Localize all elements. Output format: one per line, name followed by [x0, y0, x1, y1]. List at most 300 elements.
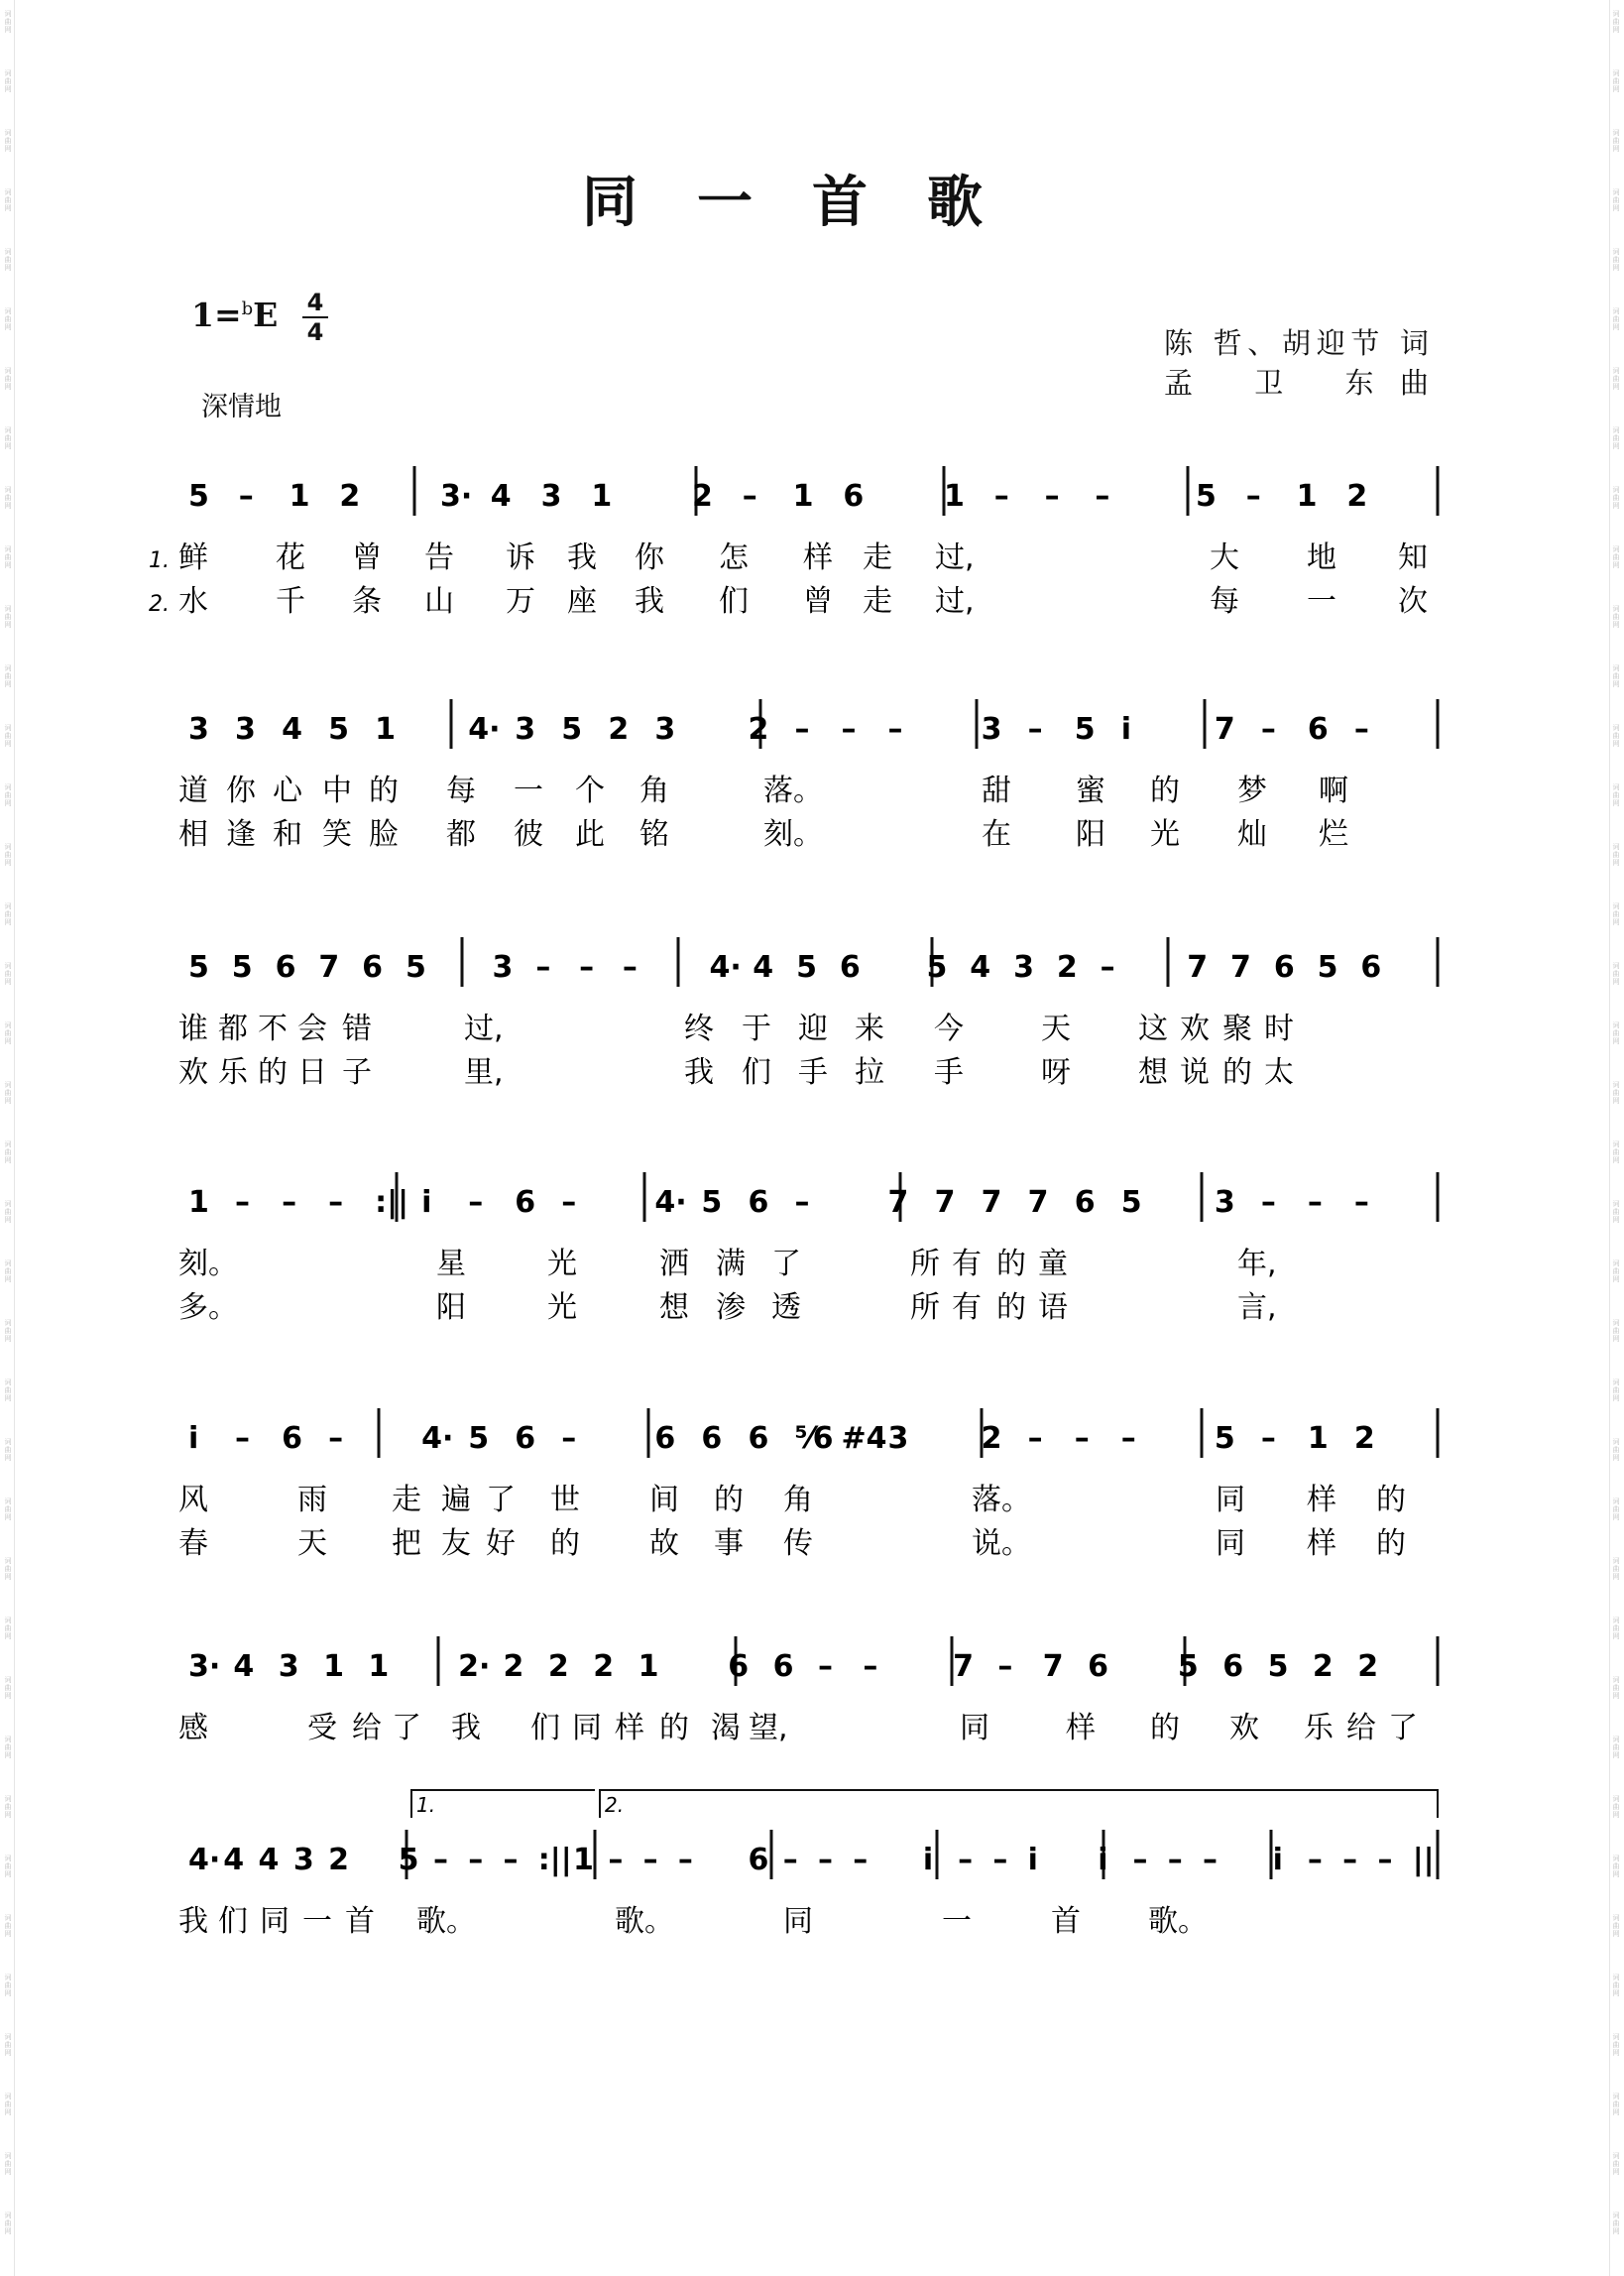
- lyric-verse2: 语: [1038, 1290, 1068, 1325]
- lyric-verse1: 世: [550, 1483, 580, 1517]
- watermark-text: 词 曲 网: [1612, 2212, 1620, 2235]
- lyric-verse1: 谁: [178, 1012, 208, 1046]
- lyric-verse1: 角: [783, 1483, 813, 1517]
- lyric-verse1: 你: [635, 540, 664, 575]
- note-token: 5: [561, 712, 583, 747]
- lyric-verse1: 个: [575, 774, 605, 808]
- note-token: 1: [792, 479, 814, 514]
- lyric-verse2: 每: [1210, 584, 1239, 619]
- note-token: 5: [468, 1421, 490, 1456]
- lyric-verse2: 春: [178, 1526, 208, 1561]
- note-token: 7: [1042, 1649, 1064, 1684]
- note-token: –: [468, 1185, 484, 1220]
- note-token: –: [1260, 712, 1276, 747]
- lyric-verse1: 了: [1388, 1711, 1418, 1745]
- note-token: 6: [1222, 1649, 1244, 1684]
- volta-2-label: 2.: [605, 1793, 625, 1817]
- watermark-text: 词 曲 网: [4, 1319, 12, 1343]
- lyric-verse2: 相: [178, 817, 208, 852]
- lyric-verse1: 感: [178, 1711, 208, 1745]
- meter-bottom: 4: [306, 318, 324, 346]
- note-token: –: [642, 1843, 658, 1877]
- note-token: 6: [282, 1421, 302, 1456]
- lyric-verse2: 透: [771, 1290, 801, 1325]
- watermark-text: 词 曲 网: [1612, 2033, 1620, 2057]
- note-token: 6: [701, 1421, 723, 1456]
- lyric-verse1: 所: [910, 1247, 940, 1281]
- note-token: 2: [1346, 479, 1368, 514]
- lyric-verse2: 渗: [716, 1290, 746, 1325]
- note-token: –: [1260, 1421, 1276, 1456]
- note-token: 3: [515, 712, 536, 747]
- note-token: i: [188, 1421, 199, 1456]
- lyric-verse1: 走: [863, 540, 892, 575]
- lyric-verse1: 们: [530, 1711, 560, 1745]
- note-token: 7: [981, 1185, 1002, 1220]
- watermark-text: 词 曲 网: [1612, 1438, 1620, 1462]
- lyric-verse1: 一: [514, 774, 543, 808]
- lyric-verse1: 星: [436, 1247, 466, 1281]
- watermark-text: 词 曲 网: [4, 1557, 12, 1581]
- note-token: –: [818, 1649, 833, 1684]
- watermark-text: 词 曲 网: [1612, 1617, 1620, 1640]
- tempo-marking: 深情地: [201, 392, 282, 422]
- lyric-verse1: 风: [178, 1483, 208, 1517]
- watermark-text: 词 曲 网: [4, 843, 12, 867]
- note-token: 1: [1307, 1421, 1329, 1456]
- note-token: 3: [492, 950, 514, 985]
- watermark-text: 词 曲 网: [4, 664, 12, 688]
- note-token: 6: [515, 1185, 536, 1220]
- lyric-verse1: 花: [276, 540, 305, 575]
- note-token: 1: [1296, 479, 1318, 514]
- lyric-verse1: 了: [486, 1483, 516, 1517]
- watermark-text: 词 曲 网: [1612, 1200, 1620, 1224]
- lyric-verse2: 样: [1307, 1526, 1336, 1561]
- lyric-verse2: 铭: [639, 817, 669, 852]
- note-token: –: [1044, 479, 1060, 514]
- lyric-verse1: 错: [342, 1012, 372, 1046]
- note-token: –: [1120, 1421, 1136, 1456]
- watermark-text: 词 曲 网: [1612, 367, 1620, 391]
- lyric-verse2: 光: [1150, 817, 1180, 852]
- watermark-text: 词 曲 网: [4, 1497, 12, 1521]
- lyric-verse1: 甜: [982, 774, 1011, 808]
- note-token: 2: [547, 1649, 569, 1684]
- watermark-text: 词 曲 网: [1612, 1914, 1620, 1938]
- lyric-verse2: 故: [649, 1526, 679, 1561]
- note-token: –: [818, 1843, 833, 1877]
- lyric-verse1: 的: [1150, 1711, 1180, 1745]
- note-token: 5: [796, 950, 817, 985]
- note-token: –: [958, 1843, 974, 1877]
- note-token: –: [579, 950, 595, 985]
- watermark-text: 词 曲 网: [4, 1795, 12, 1819]
- lyric-verse2: 在: [982, 817, 1011, 852]
- watermark-text: 词 曲 网: [4, 724, 12, 748]
- lyric-verse2: 们: [719, 584, 749, 619]
- note-token: –: [535, 950, 551, 985]
- lyric-verse1: 样: [1307, 1483, 1336, 1517]
- watermark-text: 词 曲 网: [4, 129, 12, 153]
- note-token: i: [421, 1185, 432, 1220]
- lyric-verse2: 手: [798, 1055, 828, 1090]
- note-token: –: [742, 479, 757, 514]
- lyric-verse2: 把: [392, 1526, 421, 1561]
- note-token: –: [1353, 712, 1369, 747]
- note-token: –: [841, 712, 857, 747]
- lyric-verse2: 手: [934, 1055, 964, 1090]
- note-token: 3: [292, 1843, 314, 1877]
- lyric-verse1: 过,: [464, 1012, 504, 1046]
- lyric-verse1: 渴: [711, 1711, 741, 1745]
- note-token: –: [993, 479, 1009, 514]
- lyric-verse1: 样: [803, 540, 833, 575]
- lyric-verse1: 刻。: [178, 1247, 238, 1281]
- lyric-verse1: 一: [942, 1904, 972, 1939]
- volta-bracket-2: [600, 1790, 1438, 1818]
- note-token: –: [1027, 712, 1043, 747]
- watermark-text: 词 曲 网: [4, 605, 12, 629]
- watermark-text: 词 曲 网: [4, 248, 12, 272]
- note-token: 6: [748, 1185, 769, 1220]
- lyric-verse1: 的: [1150, 774, 1180, 808]
- watermark-text: 词 曲 网: [1612, 1259, 1620, 1283]
- watermark-text: 词 曲 网: [1612, 664, 1620, 688]
- lyric-verse1: 满: [716, 1247, 746, 1281]
- watermark-text: 词 曲 网: [1612, 188, 1620, 212]
- watermark-text: 词 曲 网: [4, 10, 12, 34]
- lyric-verse1: 落。: [972, 1483, 1031, 1517]
- lyric-verse2: 烂: [1319, 817, 1348, 852]
- note-token: 1: [289, 479, 310, 514]
- lyric-verse1: 梦: [1237, 774, 1267, 808]
- note-token: 7: [1230, 950, 1251, 985]
- lyric-verse1: 的: [659, 1711, 689, 1745]
- lyric-verse1: 歌。: [416, 1904, 476, 1939]
- note-token: –: [853, 1843, 869, 1877]
- watermark-text: 词 曲 网: [4, 2093, 12, 2116]
- note-token: –: [782, 1843, 798, 1877]
- note-token: 5: [1074, 712, 1096, 747]
- lyric-verse1: 我: [451, 1711, 481, 1745]
- lyric-verse2: 所: [910, 1290, 940, 1325]
- lyric-verse2: 水: [178, 584, 208, 619]
- lyric-verse1: 走: [392, 1483, 421, 1517]
- note-token: 6: [839, 950, 861, 985]
- note-token: 3: [235, 712, 256, 747]
- watermark-text: 词 曲 网: [4, 307, 12, 331]
- watermark-text: 词 曲 网: [4, 1855, 12, 1878]
- lyric-verse2: 阳: [1076, 817, 1105, 852]
- lyric-verse2: 子: [342, 1055, 372, 1090]
- lyric-verse1: 受: [307, 1711, 337, 1745]
- note-token: #4: [841, 1421, 887, 1456]
- lyric-verse1: 我: [178, 1904, 208, 1939]
- note-token: 4·: [468, 712, 501, 747]
- lyric-verse2: 走: [863, 584, 892, 619]
- lyric-verse2: 的: [996, 1290, 1026, 1325]
- note-token: 2: [748, 712, 769, 747]
- lyric-verse1: 欢: [1229, 1711, 1259, 1745]
- lyric-verse1: 的: [714, 1483, 744, 1517]
- note-token: i: [1272, 1843, 1283, 1877]
- lyric-verse2: 阳: [436, 1290, 466, 1325]
- watermark-text: 词 曲 网: [1612, 783, 1620, 807]
- key-signature: 1=$^b$E: [191, 296, 279, 334]
- watermark-text: 词 曲 网: [1612, 1855, 1620, 1878]
- note-token: –: [1074, 1421, 1090, 1456]
- watermark-text: 词 曲 网: [4, 1617, 12, 1640]
- note-token: –: [1245, 479, 1261, 514]
- lyric-verse2: 太: [1264, 1055, 1294, 1090]
- lyric-verse1: 曾: [352, 540, 382, 575]
- note-token: 5: [701, 1185, 723, 1220]
- note-token: 5: [231, 950, 253, 985]
- lyric-verse2: 友: [441, 1526, 471, 1561]
- lyric-verse1: 告: [424, 540, 454, 575]
- watermark-text: 词 曲 网: [1612, 605, 1620, 629]
- note-token: 5: [926, 950, 948, 985]
- note-token: 6: [748, 1421, 769, 1456]
- note-token: –: [1203, 1843, 1218, 1877]
- composer-credit: 孟 卫 东曲: [1164, 366, 1432, 400]
- watermark-text: 词 曲 网: [1612, 545, 1620, 569]
- lyric-verse1: 都: [218, 1012, 248, 1046]
- note-token: 6: [728, 1649, 750, 1684]
- lyric-verse2: 说。: [972, 1526, 1031, 1561]
- note-token: –: [328, 1421, 344, 1456]
- note-token: 6: [515, 1421, 536, 1456]
- note-token: –: [992, 1843, 1008, 1877]
- note-token: i: [1027, 1843, 1038, 1877]
- note-token: –: [235, 1185, 251, 1220]
- note-token: –: [238, 479, 254, 514]
- watermark-text: 词 曲 网: [4, 2152, 12, 2176]
- note-token: 4·: [654, 1185, 687, 1220]
- lyric-verse2: 拉: [855, 1055, 884, 1090]
- lyric-verse1: 给: [352, 1711, 382, 1745]
- note-token: –: [997, 1649, 1013, 1684]
- note-token: i: [922, 1843, 934, 1877]
- lyric-verse1: 同: [783, 1904, 813, 1939]
- lyric-verse2: 彼: [514, 817, 543, 852]
- watermark-text: 词 曲 网: [1612, 902, 1620, 926]
- note-token: 7: [318, 950, 340, 985]
- note-token: –: [1027, 1421, 1043, 1456]
- lyric-verse1: 一: [302, 1904, 332, 1939]
- note-token: 7: [1187, 950, 1209, 985]
- lyric-verse1: 聚: [1222, 1012, 1252, 1046]
- note-token: 5: [1214, 1421, 1235, 1456]
- lyric-verse2: 千: [276, 584, 305, 619]
- watermark-text: 词 曲 网: [4, 1200, 12, 1224]
- note-token: 4: [233, 1649, 255, 1684]
- watermark-text: 词 曲 网: [1612, 129, 1620, 153]
- lyric-verse2: 的: [1222, 1055, 1252, 1090]
- lyric-verse1: 望,: [749, 1711, 788, 1745]
- note-token: 4: [970, 950, 991, 985]
- watermark-text: 词 曲 网: [4, 2033, 12, 2057]
- lyric-verse1: 同: [572, 1711, 602, 1745]
- note-token: 2: [328, 1843, 349, 1877]
- note-token: 7: [953, 1649, 974, 1684]
- watermark-text: 词 曲 网: [1612, 1319, 1620, 1343]
- watermark-text: 词 曲 网: [1612, 1140, 1620, 1164]
- watermark-text: 词 曲 网: [1612, 307, 1620, 331]
- note-token: –: [1095, 479, 1110, 514]
- lyric-verse1: 我: [567, 540, 597, 575]
- lyric-verse2: 乐: [218, 1055, 248, 1090]
- lyric-verse2: 日: [297, 1055, 327, 1090]
- lyric-verse2: 光: [547, 1290, 577, 1325]
- note-token: 2: [1312, 1649, 1334, 1684]
- lyric-verse2: 天: [297, 1526, 327, 1561]
- watermark-text: 词 曲 网: [1612, 10, 1620, 34]
- lyric-verse1: 中: [322, 774, 352, 808]
- lyric-verse2: 的: [258, 1055, 288, 1090]
- lyric-verse2: 曾: [803, 584, 833, 619]
- note-token: 1: [944, 479, 965, 514]
- note-token: –: [328, 1185, 344, 1220]
- note-token: –: [1353, 1185, 1369, 1220]
- lyric-verse1: 你: [226, 774, 256, 808]
- lyric-verse1: 年,: [1237, 1247, 1277, 1281]
- watermark-text: 词 曲 网: [4, 1021, 12, 1045]
- note-token: 6: [275, 950, 296, 985]
- lyric-verse2: 条: [352, 584, 382, 619]
- note-token: 7: [887, 1185, 909, 1220]
- note-token: 4·: [421, 1421, 454, 1456]
- note-token: 2: [608, 712, 630, 747]
- note-token: 2: [1353, 1421, 1375, 1456]
- note-token: 6: [1273, 950, 1295, 985]
- note-token: 4·: [188, 1843, 221, 1877]
- note-token: 4·: [709, 950, 742, 985]
- lyric-verse2: 传: [783, 1526, 813, 1561]
- note-token: –: [1167, 1843, 1183, 1877]
- lyric-verse1: 来: [855, 1012, 884, 1046]
- lyricist-credit: 陈 哲、胡迎节 词: [1164, 326, 1432, 360]
- note-token: 6: [1360, 950, 1382, 985]
- note-token: –: [432, 1843, 448, 1877]
- watermark-text: 词 曲 网: [4, 486, 12, 510]
- note-token: –: [561, 1421, 577, 1456]
- note-token: –: [468, 1843, 484, 1877]
- lyric-verse2: 里,: [464, 1055, 504, 1090]
- watermark-text: 词 曲 网: [4, 545, 12, 569]
- lyric-verse2: 灿: [1237, 817, 1267, 852]
- lyric-verse1: 遍: [441, 1483, 471, 1517]
- lyric-verse2: 呀: [1041, 1055, 1071, 1090]
- note-token: 4: [753, 950, 774, 985]
- note-token: 7: [934, 1185, 956, 1220]
- lyric-verse2: 次: [1398, 584, 1428, 619]
- lyric-verse1: 于: [742, 1012, 771, 1046]
- note-token: –: [863, 1649, 878, 1684]
- note-token: 5: [328, 712, 349, 747]
- watermark-text: 词 曲 网: [1612, 1021, 1620, 1045]
- lyric-verse1: 雨: [297, 1483, 327, 1517]
- note-token: 3: [654, 712, 676, 747]
- note-token: 6: [362, 950, 384, 985]
- lyric-verse1: 今: [934, 1012, 964, 1046]
- watermark-text: 词 曲 网: [4, 783, 12, 807]
- note-token: 3·: [188, 1649, 221, 1684]
- volta-1-label: 1.: [416, 1793, 436, 1817]
- note-token: 1: [188, 1185, 209, 1220]
- note-token: 3: [540, 479, 562, 514]
- note-token: 2: [593, 1649, 615, 1684]
- watermark-text: 词 曲 网: [4, 1140, 12, 1164]
- watermark-text: 词 曲 网: [4, 962, 12, 986]
- lyric-verse2: 我: [635, 584, 664, 619]
- watermark-text: 词 曲 网: [1612, 1497, 1620, 1521]
- note-token: 6: [748, 1843, 769, 1877]
- note-token: ⁵⁄6: [794, 1421, 834, 1456]
- lyric-verse2: 的: [1376, 1526, 1406, 1561]
- note-token: i: [1098, 1843, 1108, 1877]
- watermark-text: 词 曲 网: [1612, 962, 1620, 986]
- lyric-verse1: 大: [1210, 540, 1239, 575]
- watermark-text: 词 曲 网: [4, 367, 12, 391]
- lyric-verse2: 有: [952, 1290, 982, 1325]
- note-token: –: [561, 1185, 577, 1220]
- watermark-text: 词 曲 网: [1612, 486, 1620, 510]
- watermark-text: 词 曲 网: [4, 1081, 12, 1105]
- lyric-verse1: 蜜: [1076, 774, 1105, 808]
- note-token: –: [608, 1843, 624, 1877]
- watermark-text: 词 曲 网: [4, 188, 12, 212]
- lyric-verse2: 和: [273, 817, 302, 852]
- watermark-text: 词 曲 网: [4, 1378, 12, 1402]
- lyric-verse1: 样: [1066, 1711, 1096, 1745]
- note-token: 5: [405, 950, 426, 985]
- lyric-verse2: 想: [1138, 1055, 1168, 1090]
- lyric-verse1: 童: [1038, 1247, 1068, 1281]
- meter-top: 4: [306, 289, 324, 316]
- watermark-text: 词 曲 网: [4, 69, 12, 93]
- lyric-verse1: 歌。: [615, 1904, 674, 1939]
- lyric-verse2: 都: [446, 817, 476, 852]
- lyric-verse2: 一: [1307, 584, 1336, 619]
- note-token: 6: [1307, 712, 1329, 747]
- lyric-verse2: 万: [506, 584, 535, 619]
- note-token: 5: [398, 1843, 419, 1877]
- lyric-verse2: 同: [1216, 1526, 1245, 1561]
- lyric-verse1: 这: [1138, 1012, 1168, 1046]
- lyric-verse2: 座: [567, 584, 597, 619]
- watermark-text: 词 曲 网: [4, 1974, 12, 1997]
- watermark-text: 词 曲 网: [1612, 724, 1620, 748]
- note-token: 5: [188, 479, 209, 514]
- note-token: 5: [1196, 479, 1217, 514]
- lyric-verse2: 此: [575, 817, 605, 852]
- watermark-text: 词 曲 网: [1612, 1378, 1620, 1402]
- lyric-verse1: 歌。: [1148, 1904, 1208, 1939]
- watermark-text: 词 曲 网: [4, 2212, 12, 2235]
- lyric-verse1: 同: [960, 1711, 989, 1745]
- note-token: 6: [654, 1421, 676, 1456]
- note-token: 6: [1074, 1185, 1096, 1220]
- lyric-verse1: 的: [996, 1247, 1026, 1281]
- watermark-text: 词 曲 网: [4, 1259, 12, 1283]
- watermark-text: 词 曲 网: [1612, 1081, 1620, 1105]
- note-token: 2: [339, 479, 361, 514]
- note-token: 3·: [440, 479, 473, 514]
- lyric-verse1: 角: [639, 774, 669, 808]
- lyric-verse1: 了: [392, 1711, 421, 1745]
